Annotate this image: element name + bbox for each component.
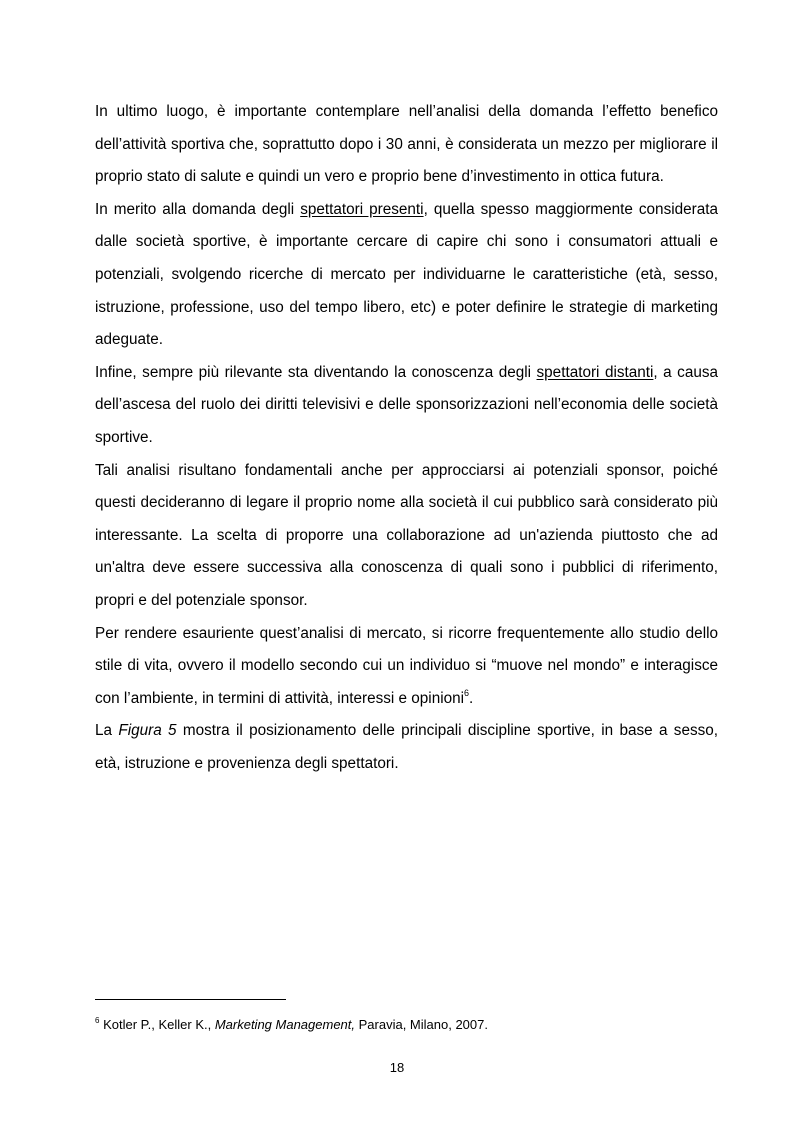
footnote-reference: 6 [464,687,470,698]
paragraph-5-text: Per rendere esauriente quest’analisi di mercato, si ricorre frequentemente allo studio dello stile di vita, ovvero il modello secondo cui un individuo si “muove nel mondo” e interagisce con l’ambiente, in termini di attività, interessi e opinioni [95,624,718,707]
footnote-separator [95,999,286,1000]
footnote-number: 6 [95,1016,100,1025]
paragraph-6-end: mostra il posizionamento delle principali discipline sportive, in base a sesso, età, istruzione e provenienza degli spettatori. [95,722,719,772]
paragraph-2-end: , quella spesso maggiormente considerata dalle società sportive, è importante cercare di capire chi sono i consumatori attuali e potenziali, svolgendo ricerche di mercato per individuarne le caratteristiche (età, sesso, istruzione, professione, uso del tempo libero, etc) e poter definire le strategie di marketing adeguate. [95,200,718,349]
paragraph-2-start: In merito alla domanda degli [95,200,301,218]
paragraph-6-start: La [95,722,119,740]
page-number: 18 [389,1060,405,1075]
paragraph-6 [95,715,718,780]
paragraph-3-start: Infine, sempre più rilevante sta diventando la conoscenza degli [95,363,537,381]
footnote-authors: Kotler P., Keller K., [99,1017,215,1032]
paragraph-1: In ultimo luogo, è importante contemplare nell’analisi della domanda l’effetto benefico dell’attività sportiva che, soprattutto dopo i 30 anni, è considerata un mezzo per migliorare il proprio stato di salute e quindi un vero e proprio bene d’investimento in ottica futura. [95,103,718,186]
paragraph-4: Tali analisi risultano fondamentali anche per approcciarsi ai potenziali sponsor, poiché questi decideranno di legare il proprio nome alla società il cui pubblico sarà considerato più interessante. La scelta di proporre una collaborazione ad un'azienda piuttosto che ad un'altra deve essere successiva alla conoscenza di quali sono i pubblici di riferimento, propri e del potenziale sponsor. [95,461,718,609]
paragraph-3 [95,357,718,455]
figure-reference: Figura 5 [118,722,177,740]
paragraph-2 [95,194,718,357]
underlined-term-spettatori-distanti: spettatori distanti [536,363,654,381]
paragraph-5-end: . [469,689,474,707]
underlined-term-spettatori-presenti: spettatori presenti [300,200,424,218]
body-text [95,96,718,780]
paragraph-3-end: , a causa dell’ascesa del ruolo dei diritti televisivi e delle sponsorizzazioni nell’economia delle società sportive. [95,363,718,446]
footnote [95,1016,718,1034]
footnote-book-title: Marketing Management, [214,1017,356,1032]
paragraph-5 [95,618,718,716]
footnote-publisher: Paravia, Milano, 2007. [355,1017,488,1032]
